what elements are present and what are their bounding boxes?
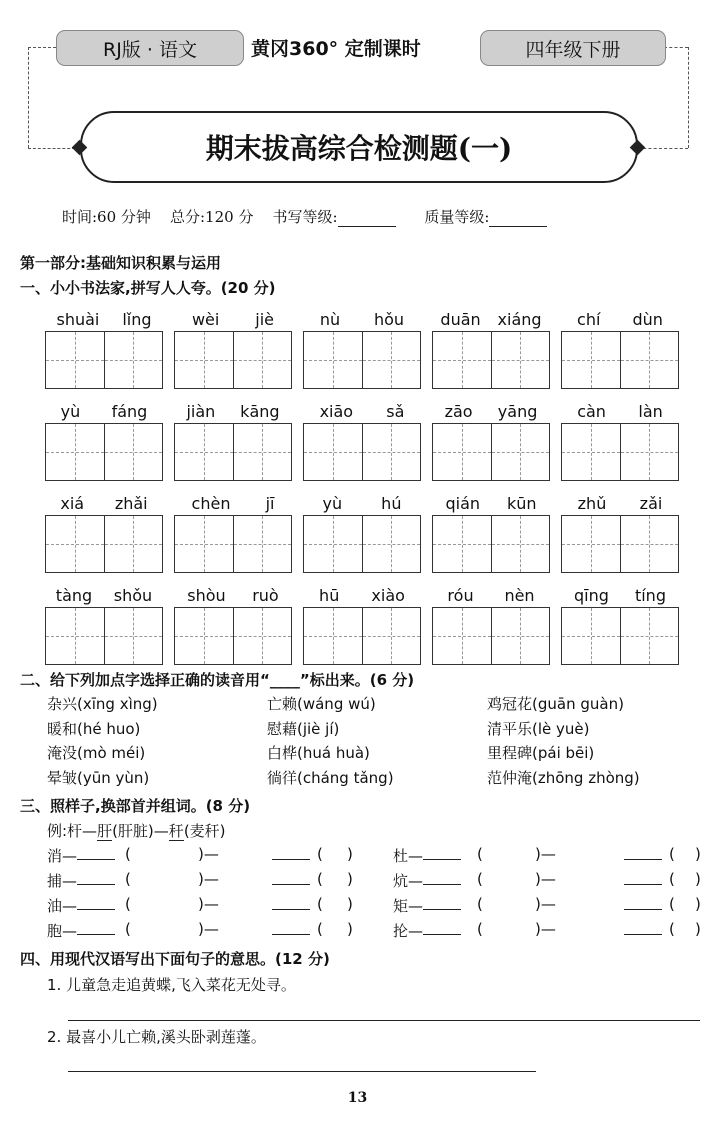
- pinyin-syllable: làn: [638, 402, 663, 421]
- pinyin: [174, 303, 292, 331]
- radical-example: [47, 820, 226, 841]
- pronunciation-item[interactable]: 里程碑(pái bēi): [487, 744, 595, 762]
- pinyin-syllable: zhǎi: [114, 494, 148, 513]
- writing-cell[interactable]: [175, 608, 233, 664]
- question-1: 1. 儿童急走追黄蝶,飞入菜花无处寻。: [47, 976, 296, 994]
- pinyin: [432, 579, 550, 607]
- writing-cell[interactable]: [175, 424, 233, 480]
- pronunciation-item[interactable]: 范仲淹(zhōng zhòng): [487, 768, 640, 787]
- close-paren: ): [347, 920, 353, 938]
- pinyin-syllable: chèn: [191, 494, 231, 513]
- word-item: [174, 487, 292, 579]
- page-number: 13: [347, 1090, 368, 1106]
- pinyin-syllable: jiè: [255, 310, 275, 329]
- writing-cell[interactable]: [433, 424, 491, 480]
- radical-char: 炕—: [393, 872, 424, 890]
- pinyin-syllable: nèn: [504, 586, 535, 605]
- pinyin: [561, 303, 679, 331]
- writing-boxes: [561, 515, 679, 573]
- pinyin-syllable: xiá: [60, 494, 85, 513]
- writing-cell[interactable]: [175, 332, 233, 388]
- writing-cell[interactable]: [233, 516, 292, 572]
- pinyin-syllable: ruò: [252, 586, 279, 605]
- word-item: [174, 303, 292, 395]
- writing-boxes: [303, 331, 421, 389]
- header-dash-right: [664, 47, 688, 48]
- dash: )—: [198, 895, 219, 913]
- word-item: [303, 303, 421, 395]
- writing-cell[interactable]: [491, 424, 550, 480]
- writing-cell[interactable]: [233, 608, 292, 664]
- word-item: [303, 487, 421, 579]
- pinyin: [561, 487, 679, 515]
- open-paren: (: [317, 920, 323, 938]
- radical-blank[interactable]: [77, 920, 115, 939]
- writing-cell[interactable]: [304, 332, 362, 388]
- pinyin: [432, 487, 550, 515]
- open-paren: (: [477, 920, 483, 938]
- pinyin: [561, 579, 679, 607]
- writing-cell[interactable]: [104, 332, 163, 388]
- writing-cell[interactable]: [362, 332, 421, 388]
- writing-cell[interactable]: [620, 424, 679, 480]
- pinyin-syllable: yù: [322, 494, 343, 513]
- word-item: [561, 579, 679, 671]
- word-item: [45, 487, 163, 579]
- writing-cell[interactable]: [620, 332, 679, 388]
- radical-row: [47, 920, 699, 945]
- pinyin: [45, 303, 163, 331]
- writing-cell[interactable]: [46, 332, 104, 388]
- pronunciation-list: [47, 693, 707, 791]
- writing-grade-blank[interactable]: [338, 226, 396, 227]
- writing-boxes: [561, 331, 679, 389]
- pronunciation-item[interactable]: 暖和(hé huo): [47, 719, 141, 738]
- pronunciation-item[interactable]: 亡赖(wáng wú): [267, 695, 376, 713]
- open-paren: (: [125, 920, 131, 938]
- pronunciation-item[interactable]: 慰藉(jiè jí): [267, 719, 340, 738]
- radical-row: [47, 845, 699, 870]
- writing-boxes: [303, 423, 421, 481]
- section2-heading: 二、给下列加点字选择正确的读音用“____”标出来。(6 分): [20, 671, 415, 689]
- section4-heading: 四、用现代汉语写出下面句子的意思。(12 分): [20, 950, 330, 968]
- word-item: [174, 395, 292, 487]
- pinyin-syllable: zǎi: [639, 494, 663, 513]
- open-paren: (: [669, 895, 675, 913]
- pinyin-syllable: fáng: [111, 402, 148, 421]
- pinyin: [174, 395, 292, 423]
- close-paren: ): [347, 895, 353, 913]
- pinyin-syllable: hǒu: [374, 310, 405, 329]
- open-paren: (: [477, 845, 483, 863]
- word-item: [561, 395, 679, 487]
- writing-cell[interactable]: [433, 516, 491, 572]
- word-item: [45, 303, 163, 395]
- radical-blank[interactable]: [624, 895, 662, 914]
- pronunciation-row: [47, 693, 707, 718]
- dash: )—: [535, 920, 556, 938]
- writing-cell[interactable]: [491, 516, 550, 572]
- radical-blank[interactable]: [272, 920, 310, 939]
- radical-char: 胞—: [47, 922, 78, 940]
- pinyin-syllable: chí: [577, 310, 601, 329]
- pinyin-syllable: yù: [60, 402, 81, 421]
- word-item: [561, 487, 679, 579]
- word-item: [303, 579, 421, 671]
- open-paren: (: [669, 845, 675, 863]
- header-dash-right-vertical: [688, 47, 689, 148]
- pinyin-syllable: wèi: [191, 310, 220, 329]
- edition-badge: RJ版 · 语文: [56, 30, 244, 66]
- pinyin: [174, 487, 292, 515]
- open-paren: (: [317, 895, 323, 913]
- radical-blank[interactable]: [423, 920, 461, 939]
- radical-blank[interactable]: [77, 845, 115, 864]
- writing-boxes: [45, 423, 163, 481]
- writing-cell[interactable]: [233, 332, 292, 388]
- quality-grade-blank[interactable]: [489, 226, 547, 227]
- pinyin-syllable: shǒu: [113, 586, 153, 605]
- grid-row: [45, 303, 679, 395]
- writing-cell[interactable]: [175, 516, 233, 572]
- pinyin-syllable: hū: [319, 586, 340, 605]
- writing-cell[interactable]: [562, 516, 620, 572]
- writing-boxes: [174, 423, 292, 481]
- open-paren: (: [125, 870, 131, 888]
- example-suffix: (麦秆): [183, 822, 226, 840]
- writing-boxes: [432, 607, 550, 665]
- exam-info: [62, 206, 571, 227]
- pinyin: [303, 395, 421, 423]
- radical-char: 杜—: [393, 847, 424, 865]
- pinyin-syllable: shòu: [187, 586, 226, 605]
- writing-boxes: [45, 515, 163, 573]
- dash: )—: [535, 870, 556, 888]
- writing-cell[interactable]: [304, 608, 362, 664]
- radical-char: 油—: [47, 897, 78, 915]
- word-item: [45, 395, 163, 487]
- header-dash-left-vertical: [28, 47, 29, 148]
- close-paren: ): [347, 870, 353, 888]
- pronunciation-row: [47, 767, 707, 792]
- dash: )—: [198, 845, 219, 863]
- writing-boxes: [303, 607, 421, 665]
- writing-cell[interactable]: [304, 516, 362, 572]
- pinyin: [303, 303, 421, 331]
- pinyin: [561, 395, 679, 423]
- dash: )—: [198, 920, 219, 938]
- writing-cell[interactable]: [304, 424, 362, 480]
- writing-cell[interactable]: [46, 424, 104, 480]
- pinyin-syllable: tàng: [55, 586, 93, 605]
- radical-blank[interactable]: [272, 870, 310, 889]
- writing-grid: [45, 303, 679, 671]
- pinyin-syllable: hú: [381, 494, 402, 513]
- pinyin-syllable: dùn: [632, 310, 663, 329]
- pinyin-syllable: zhǔ: [577, 494, 607, 513]
- pinyin-syllable: qīng: [574, 586, 609, 605]
- writing-boxes: [432, 331, 550, 389]
- writing-boxes: [432, 423, 550, 481]
- dash: )—: [198, 870, 219, 888]
- writing-cell[interactable]: [362, 424, 421, 480]
- writing-grade-label: 书写等级:: [272, 208, 338, 226]
- writing-cell[interactable]: [46, 516, 104, 572]
- radical-row: [47, 895, 699, 920]
- open-paren: (: [125, 845, 131, 863]
- quality-grade-label: 质量等级:: [424, 208, 490, 226]
- radical-blank[interactable]: [624, 870, 662, 889]
- open-paren: (: [317, 870, 323, 888]
- part1-heading: 第一部分:基础知识积累与运用: [20, 254, 221, 272]
- question-2: 2. 最喜小儿亡赖,溪头卧剥莲蓬。: [47, 1028, 266, 1046]
- writing-boxes: [45, 331, 163, 389]
- open-paren: (: [477, 895, 483, 913]
- pinyin-syllable: duān: [440, 310, 481, 329]
- radical-blank[interactable]: [272, 895, 310, 914]
- radical-char: 捕—: [47, 872, 78, 890]
- word-item: [432, 579, 550, 671]
- close-paren: ): [695, 920, 701, 938]
- example-mid: (肝脏)—: [112, 822, 169, 840]
- word-item: [561, 303, 679, 395]
- answer-line-2[interactable]: [68, 1071, 536, 1072]
- grid-row: [45, 487, 679, 579]
- grade-badge: 四年级下册: [480, 30, 666, 66]
- pronunciation-item[interactable]: 徜徉(cháng tǎng): [267, 768, 394, 787]
- pinyin-syllable: róu: [447, 586, 474, 605]
- example-prefix: 例:杆—: [47, 822, 98, 840]
- dash: )—: [535, 895, 556, 913]
- pinyin-syllable: lǐng: [122, 310, 152, 329]
- radical-blank[interactable]: [624, 920, 662, 939]
- close-paren: ): [695, 895, 701, 913]
- radical-blank[interactable]: [77, 895, 115, 914]
- pinyin-syllable: càn: [577, 402, 606, 421]
- writing-boxes: [432, 515, 550, 573]
- word-item: [45, 579, 163, 671]
- writing-cell[interactable]: [433, 608, 491, 664]
- open-paren: (: [669, 870, 675, 888]
- pronunciation-item[interactable]: 晕皱(yūn yùn): [47, 768, 150, 787]
- pinyin-syllable: kāng: [240, 402, 280, 421]
- title-dash-right: [638, 148, 688, 149]
- close-paren: ): [695, 845, 701, 863]
- open-paren: (: [477, 870, 483, 888]
- writing-cell[interactable]: [104, 516, 163, 572]
- radical-char: 消—: [47, 847, 78, 865]
- radical-blank[interactable]: [423, 895, 461, 914]
- radical-blank[interactable]: [77, 870, 115, 889]
- pinyin: [174, 579, 292, 607]
- close-paren: ): [347, 845, 353, 863]
- exam-time: 时间:60 分钟: [62, 208, 151, 226]
- radical-exercise: [47, 845, 699, 945]
- radical-blank[interactable]: [624, 845, 662, 864]
- radical-blank[interactable]: [272, 845, 310, 864]
- radical-row: [47, 870, 699, 895]
- pinyin: [45, 579, 163, 607]
- writing-cell[interactable]: [562, 608, 620, 664]
- writing-cell[interactable]: [562, 332, 620, 388]
- pronunciation-item[interactable]: 杂兴(xīng xìng): [47, 695, 158, 713]
- pinyin-syllable: zāo: [444, 402, 473, 421]
- writing-boxes: [561, 423, 679, 481]
- open-paren: (: [317, 845, 323, 863]
- close-paren: ): [695, 870, 701, 888]
- pinyin: [432, 303, 550, 331]
- pinyin: [303, 579, 421, 607]
- writing-cell[interactable]: [620, 516, 679, 572]
- pinyin: [45, 395, 163, 423]
- open-paren: (: [125, 895, 131, 913]
- writing-cell[interactable]: [362, 516, 421, 572]
- writing-boxes: [174, 331, 292, 389]
- writing-cell[interactable]: [362, 608, 421, 664]
- writing-boxes: [303, 515, 421, 573]
- word-item: [432, 395, 550, 487]
- pinyin-syllable: jī: [265, 494, 275, 513]
- example-word-a: 肝: [97, 822, 113, 840]
- radical-char: 抡—: [393, 922, 424, 940]
- word-item: [432, 303, 550, 395]
- pinyin: [303, 487, 421, 515]
- header-dash-left: [28, 47, 56, 48]
- writing-cell[interactable]: [433, 332, 491, 388]
- word-item: [174, 579, 292, 671]
- pinyin-syllable: sǎ: [386, 402, 405, 421]
- writing-cell[interactable]: [562, 424, 620, 480]
- writing-cell[interactable]: [233, 424, 292, 480]
- pronunciation-row: [47, 742, 707, 767]
- pinyin: [45, 487, 163, 515]
- pinyin-syllable: yāng: [497, 402, 538, 421]
- writing-boxes: [174, 607, 292, 665]
- word-item: [432, 487, 550, 579]
- grid-row: [45, 395, 679, 487]
- writing-cell[interactable]: [46, 608, 104, 664]
- pinyin: [432, 395, 550, 423]
- dash: )—: [535, 845, 556, 863]
- series-title: 黄冈360° 定制课时: [251, 38, 421, 60]
- pinyin-syllable: nù: [319, 310, 341, 329]
- pinyin-syllable: xiào: [371, 586, 405, 605]
- example-word-b: 秆: [168, 822, 184, 840]
- writing-boxes: [561, 607, 679, 665]
- writing-boxes: [45, 607, 163, 665]
- writing-boxes: [174, 515, 292, 573]
- writing-cell[interactable]: [104, 608, 163, 664]
- pinyin-syllable: tíng: [634, 586, 666, 605]
- pronunciation-item[interactable]: 鸡冠花(guān guàn): [487, 695, 624, 713]
- pinyin-syllable: kūn: [506, 494, 537, 513]
- pinyin-syllable: shuài: [56, 310, 100, 329]
- section1-heading: 一、小小书法家,拼写人人夸。(20 分): [20, 279, 276, 297]
- open-paren: (: [669, 920, 675, 938]
- pinyin-syllable: xiāo: [319, 402, 354, 421]
- pronunciation-row: [47, 718, 707, 743]
- radical-blank[interactable]: [423, 845, 461, 864]
- grid-row: [45, 579, 679, 671]
- pronunciation-item[interactable]: 淹没(mò méi): [47, 744, 146, 762]
- pinyin-syllable: xiáng: [497, 310, 542, 329]
- writing-cell[interactable]: [491, 332, 550, 388]
- exam-total: 总分:120 分: [170, 208, 254, 226]
- pinyin-syllable: jiàn: [186, 402, 216, 421]
- word-item: [303, 395, 421, 487]
- pronunciation-item[interactable]: 白桦(huá huà): [267, 744, 370, 762]
- exam-title: 期末拔高综合检测题(一): [80, 111, 638, 183]
- pinyin-syllable: qián: [445, 494, 481, 513]
- radical-blank[interactable]: [423, 870, 461, 889]
- writing-cell[interactable]: [491, 608, 550, 664]
- radical-char: 矩—: [393, 897, 424, 915]
- pronunciation-item[interactable]: 清平乐(lè yuè): [487, 719, 590, 738]
- writing-cell[interactable]: [104, 424, 163, 480]
- writing-cell[interactable]: [620, 608, 679, 664]
- section3-heading: 三、照样子,换部首并组词。(8 分): [20, 797, 251, 815]
- answer-line-1[interactable]: [68, 1020, 700, 1021]
